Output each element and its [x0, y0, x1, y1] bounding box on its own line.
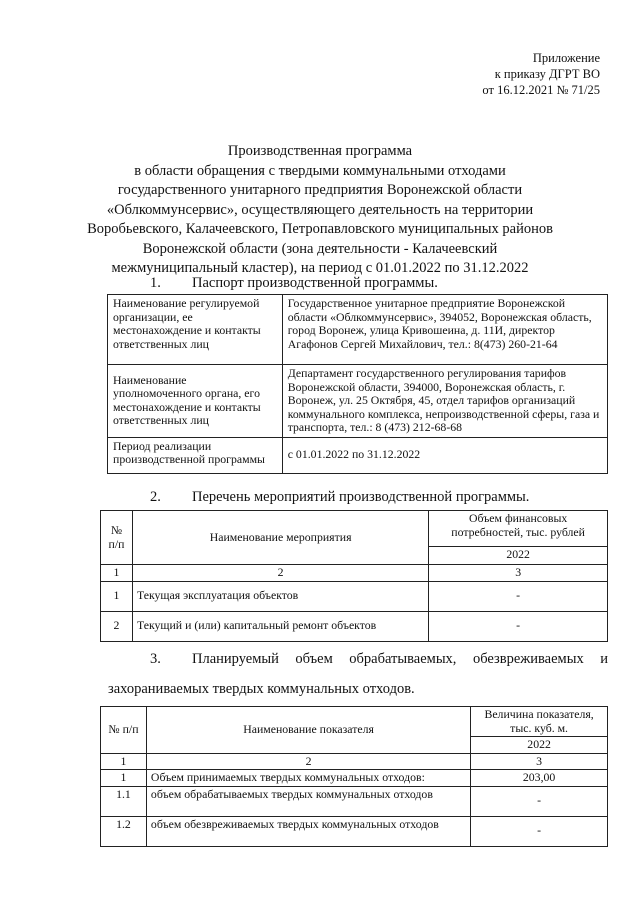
section-title: Перечень мероприятий производственной программы. — [192, 489, 530, 505]
section-title: Паспорт производственной программы. — [192, 275, 438, 291]
table-row — [108, 295, 608, 365]
title-line: Воробьевского, Калачеевского, Петропавловского муниципальных районов — [87, 221, 553, 237]
document-title — [80, 142, 560, 279]
section-number: 1. — [150, 275, 161, 291]
section3-heading-continued — [108, 680, 415, 698]
column-header-value: Величина показателя, тыс. куб. м. — [471, 707, 608, 737]
passport-value: Департамент государственного регулирования тарифов Воронежской области, 394000, Воронежская область, г. Воронеж, ул. 25 Октября, 45, отдел тарифов организаций коммунального комплекса, непроизводственной сферы, газа и транспорта, тел.: 8 (473) 212-68-68 — [282, 365, 607, 438]
row-number: 1.2 — [101, 816, 147, 846]
title-line: «Облкоммунсервис», осуществляющего деятельность на территории — [106, 201, 534, 218]
row-number: 1 — [101, 770, 147, 787]
activities-table — [100, 510, 608, 642]
waste-volume-table — [100, 706, 608, 847]
row-value: - — [429, 581, 608, 611]
row-name: Объем принимаемых твердых коммунальных отходов: — [146, 770, 470, 787]
row-value: - — [471, 816, 608, 846]
column-index: 3 — [471, 753, 608, 770]
table-row — [101, 611, 608, 641]
section-number: 3. — [150, 651, 161, 667]
title-line: Производственная программа — [227, 143, 413, 159]
title-line: межмуниципальный кластер), на период с 01.01.2022 по 31.12.2022 — [111, 260, 529, 276]
passport-value: с 01.01.2022 по 31.12.2022 — [282, 437, 607, 473]
column-index: 1 — [101, 565, 133, 582]
section-title: Планируемый объем обрабатываемых, обезвреживаемых и — [192, 651, 608, 667]
column-header-name: Наименование мероприятия — [132, 511, 428, 565]
section2-heading — [150, 488, 529, 506]
section-number: 2. — [150, 489, 161, 505]
column-header-num: № п/п — [101, 707, 147, 754]
appendix-line: к приказу ДГРТ ВО — [494, 67, 600, 81]
table-row — [101, 786, 608, 816]
column-index: 2 — [146, 753, 470, 770]
column-index: 1 — [101, 753, 147, 770]
title-line: в области обращения с твердыми коммунальными отходами — [134, 162, 506, 179]
table-header-row — [101, 707, 608, 737]
row-number: 2 — [101, 611, 133, 641]
title-line: Воронежской области (зона деятельности - Калачеевский — [142, 240, 498, 257]
row-value: 203,00 — [471, 770, 608, 787]
table-row — [108, 437, 608, 473]
row-name: объем обрабатываемых твердых коммунальных отходов — [146, 786, 470, 816]
column-header-name: Наименование показателя — [146, 707, 470, 754]
passport-table — [107, 294, 608, 474]
table-row — [108, 365, 608, 438]
row-name: Текущий и (или) капитальный ремонт объектов — [132, 611, 428, 641]
column-header-year: 2022 — [429, 547, 608, 565]
table-row — [101, 816, 608, 846]
column-index: 3 — [429, 565, 608, 582]
row-number: 1.1 — [101, 786, 147, 816]
table-index-row — [101, 753, 608, 770]
appendix-header — [482, 50, 600, 98]
section-title-line — [150, 650, 608, 668]
table-row — [101, 581, 608, 611]
column-index: 2 — [132, 565, 428, 582]
table-row — [101, 770, 608, 787]
row-name: объем обезвреживаемых твердых коммунальных отходов — [146, 816, 470, 846]
passport-label: Период реализации производственной программы — [108, 437, 283, 473]
table-index-row — [101, 565, 608, 582]
passport-label: Наименование регулируемой организации, ее местонахождение и контакты ответственных лиц — [108, 295, 283, 365]
passport-value: Государственное унитарное предприятие Воронежской области «Облкоммунсервис», 394052, Воронежская область, город Воронеж, улица Кривошеина, д. 11И, директор Агафонов Сергей Михайлович, тел.: 8(473) 260-21-64 — [282, 295, 607, 365]
row-name: Текущая эксплуатация объектов — [132, 581, 428, 611]
row-value: - — [471, 786, 608, 816]
title-line: государственного унитарного предприятия Воронежской области — [117, 182, 523, 198]
column-header-num: № п/п — [101, 511, 133, 565]
section1-heading — [150, 274, 438, 292]
section3-heading — [150, 650, 608, 668]
table-header-row — [101, 511, 608, 547]
appendix-line: Приложение — [532, 51, 600, 65]
row-number: 1 — [101, 581, 133, 611]
column-header-value: Объем финансовых потребностей, тыс. рублей — [429, 511, 608, 547]
passport-label: Наименование уполномоченного органа, его местонахождение и контакты ответственных лиц — [108, 365, 283, 438]
column-header-year: 2022 — [471, 737, 608, 754]
section-title: захораниваемых твердых коммунальных отходов. — [108, 681, 415, 697]
appendix-line: от 16.12.2021 № 71/25 — [482, 83, 600, 97]
row-value: - — [429, 611, 608, 641]
